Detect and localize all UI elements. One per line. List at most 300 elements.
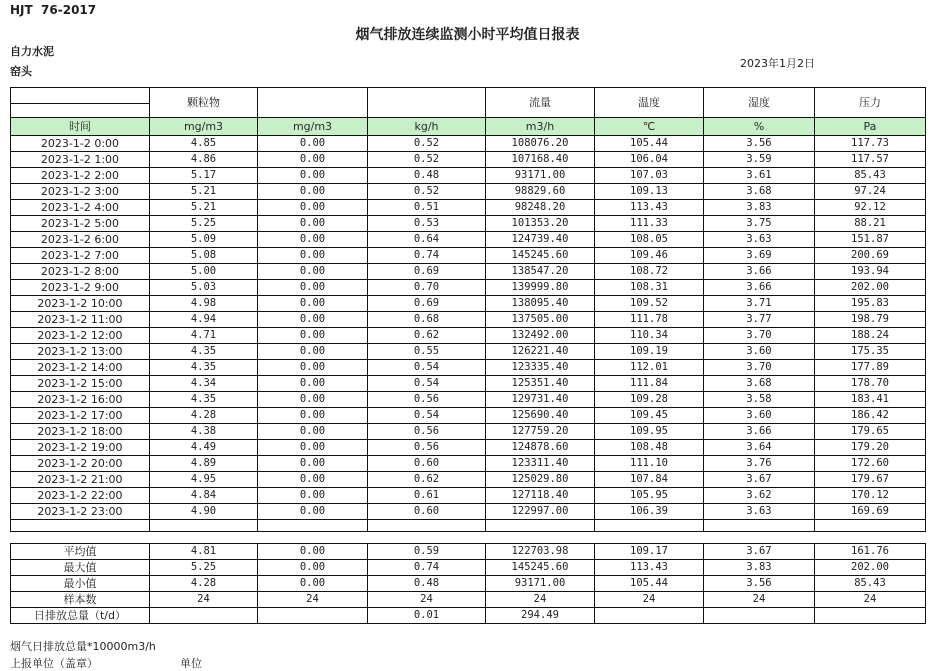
row-label-cell: 2023-1-2 21:00 bbox=[11, 472, 150, 488]
value-cell bbox=[258, 608, 368, 624]
value-cell: 188.24 bbox=[815, 328, 926, 344]
summary-row bbox=[11, 560, 926, 576]
value-cell: 0.61 bbox=[368, 488, 486, 504]
time-header-bottom-cell bbox=[11, 104, 150, 118]
value-cell: 0.00 bbox=[258, 488, 368, 504]
value-cell: 108076.20 bbox=[486, 136, 595, 152]
value-cell: 151.87 bbox=[815, 232, 926, 248]
value-cell: 109.95 bbox=[595, 424, 704, 440]
value-cell: 193.94 bbox=[815, 264, 926, 280]
table-row bbox=[11, 488, 926, 504]
value-cell: 92.12 bbox=[815, 200, 926, 216]
blank-header-cell bbox=[368, 88, 486, 118]
row-label-cell: 2023-1-2 9:00 bbox=[11, 280, 150, 296]
value-cell: 0.54 bbox=[368, 376, 486, 392]
value-cell: 0.54 bbox=[368, 408, 486, 424]
value-cell: 105.44 bbox=[595, 576, 704, 592]
value-cell: 186.42 bbox=[815, 408, 926, 424]
table-row bbox=[11, 472, 926, 488]
value-cell: 124878.60 bbox=[486, 440, 595, 456]
row-label-cell: 2023-1-2 8:00 bbox=[11, 264, 150, 280]
value-cell: 106.04 bbox=[595, 152, 704, 168]
value-cell: 5.21 bbox=[150, 184, 258, 200]
row-label-cell: 2023-1-2 17:00 bbox=[11, 408, 150, 424]
value-cell: 0.00 bbox=[258, 504, 368, 520]
value-cell: 122703.98 bbox=[486, 544, 595, 560]
value-cell: 0.00 bbox=[258, 544, 368, 560]
time-header-top-cell bbox=[11, 88, 150, 104]
value-cell: 0.00 bbox=[258, 232, 368, 248]
value-cell: 3.62 bbox=[704, 488, 815, 504]
row-label-cell: 2023-1-2 0:00 bbox=[11, 136, 150, 152]
value-cell: 170.12 bbox=[815, 488, 926, 504]
value-cell: 4.94 bbox=[150, 312, 258, 328]
row-label-cell: 2023-1-2 6:00 bbox=[11, 232, 150, 248]
spacer-row bbox=[11, 520, 926, 532]
value-cell: 0.00 bbox=[258, 392, 368, 408]
row-label-cell: 2023-1-2 13:00 bbox=[11, 344, 150, 360]
value-cell: 0.00 bbox=[258, 344, 368, 360]
value-cell: 3.83 bbox=[704, 200, 815, 216]
value-cell bbox=[815, 608, 926, 624]
unit-percent: % bbox=[704, 118, 815, 136]
value-cell: 198.79 bbox=[815, 312, 926, 328]
empty-cell bbox=[368, 520, 486, 532]
value-cell: 169.69 bbox=[815, 504, 926, 520]
summary-rows bbox=[11, 544, 926, 624]
table-row bbox=[11, 168, 926, 184]
value-cell: 108.48 bbox=[595, 440, 704, 456]
summary-row bbox=[11, 544, 926, 560]
spacer-section bbox=[11, 520, 926, 532]
value-cell: 0.00 bbox=[258, 472, 368, 488]
value-cell: 4.95 bbox=[150, 472, 258, 488]
value-cell: 5.25 bbox=[150, 216, 258, 232]
value-cell: 3.66 bbox=[704, 424, 815, 440]
value-cell: 0.00 bbox=[258, 376, 368, 392]
value-cell: 24 bbox=[368, 592, 486, 608]
value-cell: 0.69 bbox=[368, 296, 486, 312]
report-date: 2023年1月2日 bbox=[740, 57, 815, 70]
value-cell: 0.00 bbox=[258, 328, 368, 344]
row-label-cell: 2023-1-2 22:00 bbox=[11, 488, 150, 504]
value-cell: 5.17 bbox=[150, 168, 258, 184]
value-cell: 3.63 bbox=[704, 232, 815, 248]
value-cell: 177.89 bbox=[815, 360, 926, 376]
value-cell: 109.52 bbox=[595, 296, 704, 312]
row-label-cell: 2023-1-2 1:00 bbox=[11, 152, 150, 168]
value-cell: 123335.40 bbox=[486, 360, 595, 376]
value-cell: 132492.00 bbox=[486, 328, 595, 344]
value-cell: 183.41 bbox=[815, 392, 926, 408]
value-cell: 3.60 bbox=[704, 344, 815, 360]
value-cell: 0.56 bbox=[368, 440, 486, 456]
value-cell: 172.60 bbox=[815, 456, 926, 472]
value-cell: 161.76 bbox=[815, 544, 926, 560]
row-label-cell: 2023-1-2 5:00 bbox=[11, 216, 150, 232]
value-cell: 3.70 bbox=[704, 328, 815, 344]
value-cell: 0.53 bbox=[368, 216, 486, 232]
value-cell: 145245.60 bbox=[486, 560, 595, 576]
row-label-cell: 日排放总量（t/d） bbox=[11, 608, 150, 624]
value-cell: 112.01 bbox=[595, 360, 704, 376]
value-cell: 4.35 bbox=[150, 360, 258, 376]
value-cell: 24 bbox=[704, 592, 815, 608]
value-cell: 195.83 bbox=[815, 296, 926, 312]
value-cell: 3.76 bbox=[704, 456, 815, 472]
value-cell: 107.84 bbox=[595, 472, 704, 488]
empty-cell bbox=[150, 520, 258, 532]
value-cell: 125690.40 bbox=[486, 408, 595, 424]
value-cell: 127118.40 bbox=[486, 488, 595, 504]
data-rows bbox=[11, 136, 926, 520]
empty-cell bbox=[258, 520, 368, 532]
value-cell: 4.34 bbox=[150, 376, 258, 392]
table-row bbox=[11, 328, 926, 344]
value-cell: 109.19 bbox=[595, 344, 704, 360]
empty-cell bbox=[595, 520, 704, 532]
value-cell: 0.00 bbox=[258, 184, 368, 200]
row-label-cell: 2023-1-2 20:00 bbox=[11, 456, 150, 472]
table-row bbox=[11, 248, 926, 264]
summary-row bbox=[11, 608, 926, 624]
value-cell: 0.01 bbox=[368, 608, 486, 624]
value-cell: 0.74 bbox=[368, 248, 486, 264]
value-cell: 0.00 bbox=[258, 456, 368, 472]
table-row bbox=[11, 424, 926, 440]
value-cell: 111.84 bbox=[595, 376, 704, 392]
value-cell: 179.65 bbox=[815, 424, 926, 440]
value-cell: 4.86 bbox=[150, 152, 258, 168]
summary-row bbox=[11, 576, 926, 592]
value-cell: 24 bbox=[150, 592, 258, 608]
value-cell: 110.34 bbox=[595, 328, 704, 344]
value-cell: 294.49 bbox=[486, 608, 595, 624]
value-cell: 0.00 bbox=[258, 560, 368, 576]
value-cell: 0.70 bbox=[368, 280, 486, 296]
value-cell: 125029.80 bbox=[486, 472, 595, 488]
value-cell: 0.48 bbox=[368, 168, 486, 184]
value-cell: 3.63 bbox=[704, 504, 815, 520]
value-cell: 122997.00 bbox=[486, 504, 595, 520]
row-label-cell: 最大值 bbox=[11, 560, 150, 576]
value-cell: 3.58 bbox=[704, 392, 815, 408]
table-row bbox=[11, 136, 926, 152]
value-cell bbox=[595, 608, 704, 624]
row-label-cell: 2023-1-2 12:00 bbox=[11, 328, 150, 344]
value-cell: 125351.40 bbox=[486, 376, 595, 392]
value-cell: 4.90 bbox=[150, 504, 258, 520]
value-cell: 3.71 bbox=[704, 296, 815, 312]
value-cell bbox=[704, 608, 815, 624]
value-cell: 4.49 bbox=[150, 440, 258, 456]
value-cell: 4.84 bbox=[150, 488, 258, 504]
value-cell: 202.00 bbox=[815, 560, 926, 576]
table-row bbox=[11, 344, 926, 360]
time-column-header: 时间 bbox=[11, 118, 150, 136]
value-cell: 129731.40 bbox=[486, 392, 595, 408]
table-row bbox=[11, 376, 926, 392]
value-cell: 85.43 bbox=[815, 168, 926, 184]
table-row bbox=[11, 216, 926, 232]
standard-code: HJT 76-2017 bbox=[10, 3, 97, 17]
table-row bbox=[11, 280, 926, 296]
value-cell: 179.67 bbox=[815, 472, 926, 488]
value-cell: 113.43 bbox=[595, 200, 704, 216]
flow-header-cell: 流量 bbox=[486, 88, 595, 118]
table-row bbox=[11, 456, 926, 472]
table-row bbox=[11, 200, 926, 216]
value-cell: 3.75 bbox=[704, 216, 815, 232]
value-cell: 0.00 bbox=[258, 248, 368, 264]
value-cell: 113.43 bbox=[595, 560, 704, 576]
value-cell: 0.56 bbox=[368, 392, 486, 408]
value-cell: 145245.60 bbox=[486, 248, 595, 264]
value-cell: 106.39 bbox=[595, 504, 704, 520]
value-cell: 3.68 bbox=[704, 376, 815, 392]
row-label-cell: 样本数 bbox=[11, 592, 150, 608]
value-cell: 0.00 bbox=[258, 280, 368, 296]
value-cell: 5.09 bbox=[150, 232, 258, 248]
value-cell: 3.70 bbox=[704, 360, 815, 376]
empty-cell bbox=[815, 520, 926, 532]
value-cell: 0.64 bbox=[368, 232, 486, 248]
row-label-cell: 2023-1-2 14:00 bbox=[11, 360, 150, 376]
value-cell: 111.33 bbox=[595, 216, 704, 232]
footer-note: 烟气日排放总量*10000m3/h bbox=[10, 640, 156, 653]
value-cell: 0.00 bbox=[258, 136, 368, 152]
value-cell: 0.00 bbox=[258, 424, 368, 440]
value-cell: 123311.40 bbox=[486, 456, 595, 472]
value-cell: 108.31 bbox=[595, 280, 704, 296]
value-cell: 4.35 bbox=[150, 344, 258, 360]
value-cell: 5.25 bbox=[150, 560, 258, 576]
value-cell: 3.67 bbox=[704, 544, 815, 560]
value-cell: 0.48 bbox=[368, 576, 486, 592]
value-cell: 0.00 bbox=[258, 296, 368, 312]
value-cell: 4.85 bbox=[150, 136, 258, 152]
row-label-cell: 2023-1-2 23:00 bbox=[11, 504, 150, 520]
value-cell: 3.67 bbox=[704, 472, 815, 488]
particulate-header-cell: 颗粒物 bbox=[150, 88, 258, 118]
value-cell: 98248.20 bbox=[486, 200, 595, 216]
value-cell: 24 bbox=[258, 592, 368, 608]
value-cell: 107.03 bbox=[595, 168, 704, 184]
table-row bbox=[11, 312, 926, 328]
value-cell: 0.74 bbox=[368, 560, 486, 576]
value-cell: 5.21 bbox=[150, 200, 258, 216]
value-cell: 3.69 bbox=[704, 248, 815, 264]
value-cell: 139999.80 bbox=[486, 280, 595, 296]
table-row bbox=[11, 232, 926, 248]
page-title: 烟气排放连续监测小时平均值日报表 bbox=[355, 27, 580, 43]
value-cell: 3.66 bbox=[704, 280, 815, 296]
row-label-cell: 2023-1-2 3:00 bbox=[11, 184, 150, 200]
group-header-row bbox=[11, 88, 926, 104]
value-cell: 0.00 bbox=[258, 216, 368, 232]
value-cell: 93171.00 bbox=[486, 576, 595, 592]
unit-kg-h: kg/h bbox=[368, 118, 486, 136]
temperature-header-cell: 温度 bbox=[595, 88, 704, 118]
unit-celsius: ℃ bbox=[595, 118, 704, 136]
value-cell: 105.95 bbox=[595, 488, 704, 504]
value-cell: 126221.40 bbox=[486, 344, 595, 360]
value-cell: 3.77 bbox=[704, 312, 815, 328]
unit-mg-m3: mg/m3 bbox=[258, 118, 368, 136]
value-cell: 108.05 bbox=[595, 232, 704, 248]
value-cell: 0.62 bbox=[368, 472, 486, 488]
value-cell: 0.60 bbox=[368, 456, 486, 472]
value-cell: 3.64 bbox=[704, 440, 815, 456]
value-cell: 179.20 bbox=[815, 440, 926, 456]
value-cell: 24 bbox=[486, 592, 595, 608]
row-label-cell: 2023-1-2 7:00 bbox=[11, 248, 150, 264]
value-cell: 3.61 bbox=[704, 168, 815, 184]
value-cell: 124739.40 bbox=[486, 232, 595, 248]
value-cell: 24 bbox=[815, 592, 926, 608]
value-cell: 5.08 bbox=[150, 248, 258, 264]
value-cell: 0.56 bbox=[368, 424, 486, 440]
value-cell: 3.83 bbox=[704, 560, 815, 576]
row-label-cell: 2023-1-2 11:00 bbox=[11, 312, 150, 328]
value-cell: 98829.60 bbox=[486, 184, 595, 200]
unit-label: 单位 bbox=[180, 657, 202, 670]
table-row bbox=[11, 408, 926, 424]
value-cell: 127759.20 bbox=[486, 424, 595, 440]
value-cell: 0.60 bbox=[368, 504, 486, 520]
value-cell: 85.43 bbox=[815, 576, 926, 592]
empty-cell bbox=[704, 520, 815, 532]
value-cell: 4.81 bbox=[150, 544, 258, 560]
value-cell: 108.72 bbox=[595, 264, 704, 280]
value-cell: 0.00 bbox=[258, 152, 368, 168]
value-cell: 0.00 bbox=[258, 200, 368, 216]
row-label-cell: 最小值 bbox=[11, 576, 150, 592]
value-cell: 105.44 bbox=[595, 136, 704, 152]
value-cell: 0.68 bbox=[368, 312, 486, 328]
row-label-cell: 2023-1-2 2:00 bbox=[11, 168, 150, 184]
table-row bbox=[11, 360, 926, 376]
table-row bbox=[11, 296, 926, 312]
value-cell: 4.28 bbox=[150, 408, 258, 424]
pressure-header-cell: 压力 bbox=[815, 88, 926, 118]
table-row bbox=[11, 504, 926, 520]
company-name: 自力水泥 bbox=[10, 45, 54, 58]
value-cell: 101353.20 bbox=[486, 216, 595, 232]
summary-table bbox=[10, 543, 926, 624]
value-cell: 5.00 bbox=[150, 264, 258, 280]
value-cell: 111.10 bbox=[595, 456, 704, 472]
value-cell: 93171.00 bbox=[486, 168, 595, 184]
unit-m3-h: m3/h bbox=[486, 118, 595, 136]
row-label-cell: 2023-1-2 10:00 bbox=[11, 296, 150, 312]
value-cell: 0.00 bbox=[258, 360, 368, 376]
value-cell: 3.66 bbox=[704, 264, 815, 280]
value-cell: 200.69 bbox=[815, 248, 926, 264]
value-cell: 138095.40 bbox=[486, 296, 595, 312]
value-cell: 97.24 bbox=[815, 184, 926, 200]
station-name: 窑头 bbox=[10, 65, 32, 78]
value-cell: 4.28 bbox=[150, 576, 258, 592]
value-cell: 0.00 bbox=[258, 576, 368, 592]
row-label-cell: 2023-1-2 18:00 bbox=[11, 424, 150, 440]
value-cell: 4.35 bbox=[150, 392, 258, 408]
value-cell: 111.78 bbox=[595, 312, 704, 328]
row-label-cell: 2023-1-2 4:00 bbox=[11, 200, 150, 216]
table-row bbox=[11, 152, 926, 168]
value-cell: 3.56 bbox=[704, 136, 815, 152]
value-cell: 109.45 bbox=[595, 408, 704, 424]
row-label-cell: 2023-1-2 19:00 bbox=[11, 440, 150, 456]
table-row bbox=[11, 264, 926, 280]
table-row bbox=[11, 440, 926, 456]
value-cell: 0.00 bbox=[258, 440, 368, 456]
report-unit-label: 上报单位（盖章） bbox=[10, 657, 98, 670]
value-cell: 109.28 bbox=[595, 392, 704, 408]
value-cell: 137505.00 bbox=[486, 312, 595, 328]
value-cell: 178.70 bbox=[815, 376, 926, 392]
value-cell: 4.71 bbox=[150, 328, 258, 344]
value-cell: 107168.40 bbox=[486, 152, 595, 168]
unit-header-row bbox=[11, 118, 926, 136]
value-cell: 4.98 bbox=[150, 296, 258, 312]
table-row bbox=[11, 184, 926, 200]
value-cell: 3.59 bbox=[704, 152, 815, 168]
value-cell: 175.35 bbox=[815, 344, 926, 360]
value-cell: 109.17 bbox=[595, 544, 704, 560]
value-cell bbox=[150, 608, 258, 624]
row-label-cell: 2023-1-2 15:00 bbox=[11, 376, 150, 392]
value-cell: 0.54 bbox=[368, 360, 486, 376]
blank-header-cell bbox=[258, 88, 368, 118]
empty-cell bbox=[486, 520, 595, 532]
value-cell: 0.62 bbox=[368, 328, 486, 344]
value-cell: 0.52 bbox=[368, 152, 486, 168]
empty-cell bbox=[11, 520, 150, 532]
value-cell: 5.03 bbox=[150, 280, 258, 296]
value-cell: 3.68 bbox=[704, 184, 815, 200]
value-cell: 0.55 bbox=[368, 344, 486, 360]
value-cell: 109.13 bbox=[595, 184, 704, 200]
monitoring-table bbox=[10, 87, 926, 532]
value-cell: 117.73 bbox=[815, 136, 926, 152]
value-cell: 0.52 bbox=[368, 184, 486, 200]
value-cell: 138547.20 bbox=[486, 264, 595, 280]
value-cell: 202.00 bbox=[815, 280, 926, 296]
humidity-header-cell: 湿度 bbox=[704, 88, 815, 118]
value-cell: 3.60 bbox=[704, 408, 815, 424]
row-label-cell: 2023-1-2 16:00 bbox=[11, 392, 150, 408]
value-cell: 117.57 bbox=[815, 152, 926, 168]
summary-row bbox=[11, 592, 926, 608]
row-label-cell: 平均值 bbox=[11, 544, 150, 560]
value-cell: 0.59 bbox=[368, 544, 486, 560]
value-cell: 0.00 bbox=[258, 264, 368, 280]
value-cell: 0.69 bbox=[368, 264, 486, 280]
value-cell: 0.00 bbox=[258, 168, 368, 184]
value-cell: 0.00 bbox=[258, 408, 368, 424]
unit-pa: Pa bbox=[815, 118, 926, 136]
value-cell: 0.00 bbox=[258, 312, 368, 328]
value-cell: 0.52 bbox=[368, 136, 486, 152]
value-cell: 0.51 bbox=[368, 200, 486, 216]
value-cell: 4.38 bbox=[150, 424, 258, 440]
value-cell: 109.46 bbox=[595, 248, 704, 264]
value-cell: 4.89 bbox=[150, 456, 258, 472]
table-row bbox=[11, 392, 926, 408]
value-cell: 24 bbox=[595, 592, 704, 608]
value-cell: 88.21 bbox=[815, 216, 926, 232]
